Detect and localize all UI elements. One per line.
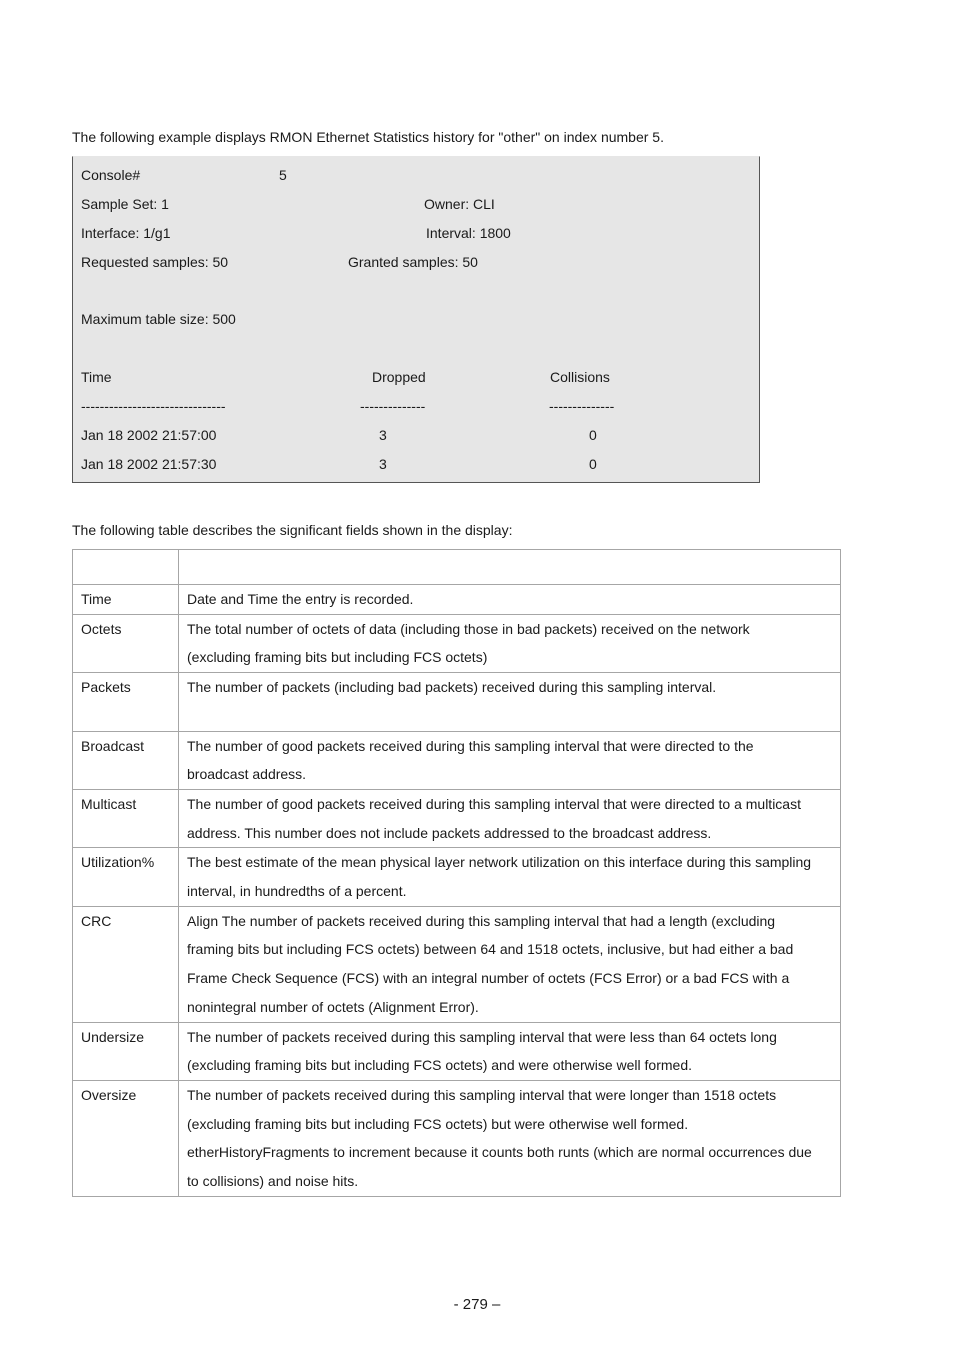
row-dropped: 3	[379, 427, 387, 443]
field-description	[179, 614, 841, 672]
description-line: Date and Time the entry is recorded.	[187, 591, 414, 607]
field-name: Time	[73, 585, 179, 615]
console-output	[72, 156, 760, 483]
description-line: (excluding framing bits but including FCS octets)	[187, 649, 488, 666]
field-name: Undersize	[73, 1022, 179, 1080]
description-line: framing bits but including FCS octets) between 64 and 1518 octets, inclusive, but had either a bad	[187, 941, 794, 958]
description-line: broadcast address.	[187, 766, 307, 783]
description-line: nonintegral number of octets (Alignment Error).	[187, 998, 479, 1015]
separator-collisions: --------------	[549, 398, 615, 414]
col-header-collisions: Collisions	[550, 369, 610, 385]
separator-time: -------------------------------	[81, 398, 226, 414]
field-name: Oversize	[73, 1080, 179, 1196]
col-header-time: Time	[81, 369, 112, 385]
field-description	[179, 1022, 841, 1080]
table-row	[73, 614, 841, 672]
header-cell-description	[179, 550, 841, 585]
description-line: etherHistoryFragments to increment because it counts both runts (which are normal occurrences due	[187, 1144, 812, 1161]
row-collisions: 0	[589, 456, 597, 472]
max-table-size: Maximum table size: 500	[81, 311, 236, 327]
interface: Interface: 1/g1	[81, 225, 171, 241]
console-prompt: Console#	[81, 167, 141, 183]
field-name: Multicast	[73, 789, 179, 847]
field-description	[179, 906, 841, 1022]
requested-samples: Requested samples: 50	[81, 254, 229, 270]
table-row	[73, 673, 841, 731]
field-description	[179, 1080, 841, 1196]
description-line: address. This number does not include packets addressed to the broadcast address.	[187, 824, 712, 841]
description-line: interval, in hundredths of a percent.	[187, 883, 407, 900]
table-intro: The following table describes the significant fields shown in the display:	[72, 522, 513, 538]
description-line	[187, 702, 832, 731]
page-number: - 279 –	[453, 1296, 501, 1313]
sample-set: Sample Set: 1	[81, 196, 169, 212]
granted-samples: Granted samples: 50	[348, 254, 478, 270]
field-name: Utilization%	[73, 848, 179, 906]
description-line: (excluding framing bits but including FCS octets) but were otherwise well formed.	[187, 1115, 689, 1132]
table-row	[73, 1080, 841, 1196]
field-name: Packets	[73, 673, 179, 731]
description-line: The number of packets received during this sampling interval that were less than 64 octets long	[187, 1028, 777, 1045]
row-dropped: 3	[379, 456, 387, 472]
description-line: The number of good packets received during this sampling interval that were directed to the	[187, 737, 754, 754]
table-row	[73, 1022, 841, 1080]
console-index: 5	[279, 167, 287, 183]
table-row	[73, 906, 841, 1022]
fields-table	[72, 549, 841, 1197]
field-description	[179, 789, 841, 847]
table-header-row	[73, 550, 841, 585]
row-time: Jan 18 2002 21:57:00	[81, 427, 217, 443]
owner: Owner: CLI	[424, 196, 495, 212]
description-line: The total number of octets of data (including those in bad packets) received on the network	[187, 620, 750, 637]
description-line: Align The number of packets received during this sampling interval that had a length (excluding	[187, 912, 776, 929]
field-name: CRC	[73, 906, 179, 1022]
description-line: The number of packets (including bad packets) received during this sampling interval.	[187, 679, 717, 696]
table-row	[73, 848, 841, 906]
field-name: Broadcast	[73, 731, 179, 789]
description-line: The number of good packets received during this sampling interval that were directed to a multicast	[187, 795, 801, 812]
description-line: Frame Check Sequence (FCS) with an integral number of octets (FCS Error) or a bad FCS with a	[187, 970, 790, 987]
field-description	[179, 848, 841, 906]
row-collisions: 0	[589, 427, 597, 443]
intro-text: The following example displays RMON Ethernet Statistics history for "other" on index number 5.	[72, 129, 664, 145]
table-row	[73, 731, 841, 789]
field-description	[179, 731, 841, 789]
row-time: Jan 18 2002 21:57:30	[81, 456, 217, 472]
separator-dropped: --------------	[360, 398, 426, 414]
field-description	[179, 673, 841, 731]
description-line: (excluding framing bits but including FCS octets) and were otherwise well formed.	[187, 1057, 693, 1074]
field-description	[179, 585, 841, 615]
table-row	[73, 585, 841, 615]
interval: Interval: 1800	[426, 225, 511, 241]
table-row	[73, 789, 841, 847]
header-cell-field	[73, 550, 179, 585]
description-line: The best estimate of the mean physical layer network utilization on this interface during this sampling	[187, 854, 812, 871]
col-header-dropped: Dropped	[372, 369, 426, 385]
field-name: Octets	[73, 614, 179, 672]
description-line: The number of packets received during this sampling interval that were longer than 1518 octets	[187, 1086, 777, 1103]
description-line: to collisions) and noise hits.	[187, 1173, 359, 1190]
